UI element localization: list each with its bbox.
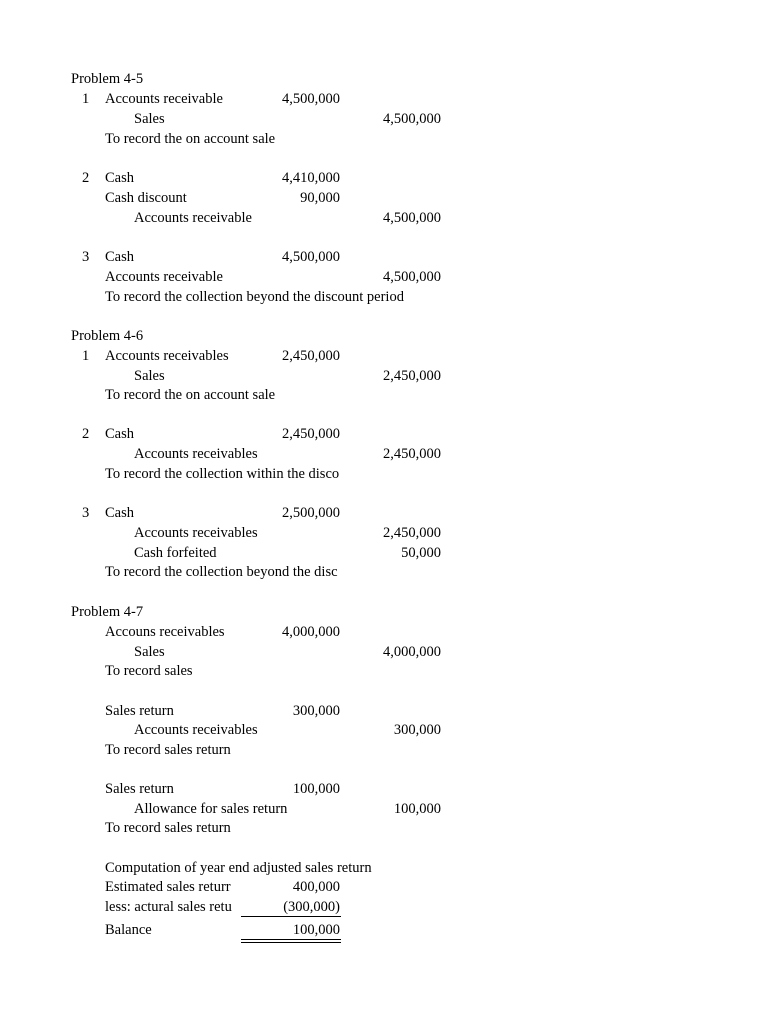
journal-line [0, 503, 768, 523]
credit-account: Allowance for sales return [134, 801, 288, 817]
journal-line [0, 642, 768, 662]
problem-4-6-header [0, 326, 768, 346]
entry-number: 3 [82, 505, 90, 521]
debit-amount: 300,000 [292, 703, 340, 719]
narration: To record the collection beyond the disc [105, 564, 338, 580]
journal-line [0, 109, 768, 129]
narration: To record sales return [105, 820, 231, 836]
journal-narration [0, 129, 768, 149]
credit-account: Accounts receivables [134, 722, 258, 738]
debit-amount: 4,410,000 [282, 170, 340, 186]
journal-line [0, 168, 768, 188]
debit-amount: 2,450,000 [282, 348, 340, 364]
narration: To record the collection beyond the discount period [105, 289, 404, 305]
debit-amount: 4,500,000 [282, 249, 340, 265]
debit-account: Cash [105, 170, 134, 186]
credit-account: Sales [134, 644, 165, 660]
problem-4-5-header [0, 69, 768, 89]
journal-line [0, 523, 768, 543]
computation-line [0, 877, 768, 897]
journal-line [0, 720, 768, 740]
debit-account: Accounts receivable [105, 91, 223, 107]
credit-account: Accounts receivables [134, 446, 258, 462]
entry-number: 1 [82, 91, 90, 107]
debit-amount: 90,000 [300, 190, 340, 206]
journal-line [0, 346, 768, 366]
journal-narration [0, 562, 768, 582]
debit-account: Cash [105, 249, 134, 265]
computation-total: 100,000 [292, 922, 340, 938]
journal-line [0, 247, 768, 267]
debit-amount: 100,000 [292, 781, 340, 797]
credit-account: Accounts receivable [134, 210, 252, 226]
computation-heading: Computation of year end adjusted sales return [105, 860, 372, 876]
narration: To record the collection within the disco [105, 466, 340, 482]
computation-value: 400,000 [292, 879, 340, 895]
credit-amount: 4,500,000 [383, 269, 441, 285]
credit-amount: 4,500,000 [383, 210, 441, 226]
debit-account: Cash discount [105, 190, 187, 206]
debit-account: Cash [105, 426, 134, 442]
narration: To record sales return [105, 742, 231, 758]
debit-amount: 4,500,000 [282, 91, 340, 107]
credit-amount: 2,450,000 [383, 368, 441, 384]
journal-line [0, 89, 768, 109]
computation-label: Balance [105, 922, 152, 938]
journal-line [0, 366, 768, 386]
credit-account: Accounts receivables [134, 525, 258, 541]
journal-line [0, 188, 768, 208]
entry-number: 2 [82, 170, 90, 186]
problem-title: Problem 4-5 [71, 71, 144, 87]
journal-line [0, 444, 768, 464]
journal-line [0, 267, 768, 287]
debit-account: Accounts receivables [105, 348, 229, 364]
journal-narration [0, 740, 768, 760]
credit-amount: 4,000,000 [383, 644, 441, 660]
computation-line [0, 920, 768, 940]
computation-label: Estimated sales returr [105, 879, 231, 895]
journal-line [0, 779, 768, 799]
debit-account: Cash [105, 505, 134, 521]
debit-amount: 2,450,000 [282, 426, 340, 442]
narration: To record sales [105, 663, 193, 679]
debit-amount: 4,000,000 [282, 624, 340, 640]
credit-amount: 100,000 [393, 801, 441, 817]
credit-amount: 2,450,000 [383, 446, 441, 462]
narration: To record the on account sale [105, 387, 276, 403]
computation-value: (300,000) [283, 899, 340, 915]
total-double-underline-bottom [241, 942, 341, 943]
subtotal-underline [241, 916, 341, 917]
credit-amount: 50,000 [401, 545, 441, 561]
computation-line [0, 897, 768, 917]
entry-number: 1 [82, 348, 90, 364]
debit-account: Sales return [105, 781, 174, 797]
credit-account: Accounts receivable [105, 269, 223, 285]
credit-account: Cash forfeited [134, 545, 217, 561]
credit-account: Sales [134, 111, 165, 127]
credit-amount: 2,450,000 [383, 525, 441, 541]
credit-amount: 300,000 [393, 722, 441, 738]
journal-narration [0, 287, 768, 307]
debit-amount: 2,500,000 [282, 505, 340, 521]
problem-title: Problem 4-7 [71, 604, 144, 620]
computation-label: less: actural sales retu [105, 899, 232, 915]
entry-number: 3 [82, 249, 90, 265]
journal-line [0, 701, 768, 721]
narration: To record the on account sale [105, 131, 276, 147]
entry-number: 2 [82, 426, 90, 442]
debit-account: Accouns receivables [105, 624, 225, 640]
journal-narration [0, 464, 768, 484]
journal-line [0, 622, 768, 642]
computation-heading-row [0, 858, 768, 878]
journal-line [0, 799, 768, 819]
journal-line [0, 208, 768, 228]
total-double-underline-top [241, 939, 341, 940]
credit-amount: 4,500,000 [383, 111, 441, 127]
journal-narration [0, 385, 768, 405]
credit-account: Sales [134, 368, 165, 384]
problem-4-7-header [0, 602, 768, 622]
journal-narration [0, 661, 768, 681]
debit-account: Sales return [105, 703, 174, 719]
problem-title: Problem 4-6 [71, 328, 144, 344]
journal-narration [0, 818, 768, 838]
journal-line [0, 543, 768, 563]
journal-line [0, 424, 768, 444]
